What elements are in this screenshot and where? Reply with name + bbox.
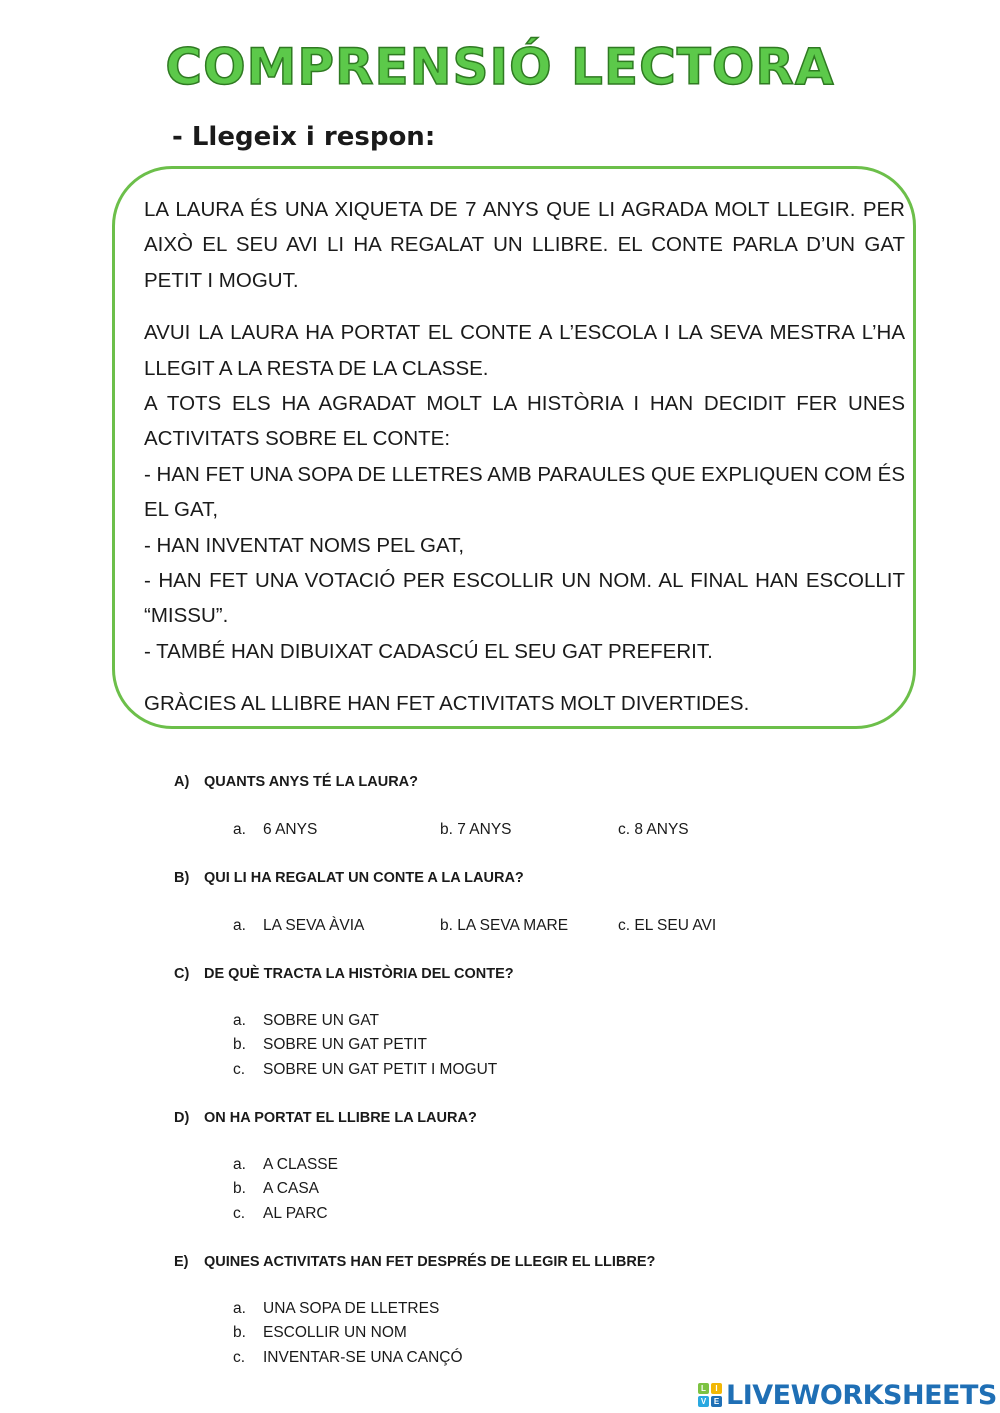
- story-activity-4: - TAMBÉ HAN DIBUIXAT CADASCÚ EL SEU GAT PREFERIT.: [144, 639, 713, 663]
- question-letter: D): [174, 1110, 190, 1126]
- option-e-a[interactable]: a. UNA SOPA DE LLETRES: [233, 1300, 440, 1317]
- story-activity-1: - HAN FET UNA SOPA DE LLETRES AMB PARAULES QUE EXPLIQUEN COM ÉS EL GAT,: [144, 462, 905, 522]
- story-conclusion: GRÀCIES AL LLIBRE HAN FET ACTIVITATS MOLT DIVERTIDES.: [144, 692, 750, 716]
- option-d-a[interactable]: a. A CLASSE: [233, 1156, 338, 1173]
- question-text: QUANTS ANYS TÉ LA LAURA?: [204, 774, 419, 790]
- option-d-c[interactable]: c. AL PARC: [233, 1205, 328, 1222]
- question-letter: A): [174, 774, 190, 790]
- logo-text: LIVEWORKSHEETS: [726, 1379, 997, 1411]
- question-text: QUINES ACTIVITATS HAN FET DESPRÉS DE LLEGIR EL LLIBRE?: [204, 1254, 656, 1270]
- story-text: [144, 192, 905, 722]
- option-c-c[interactable]: c. SOBRE UN GAT PETIT I MOGUT: [233, 1061, 498, 1078]
- question-c: [174, 966, 514, 982]
- question-letter: C): [174, 966, 190, 982]
- option-a-b[interactable]: b. 7 ANYS: [440, 821, 512, 838]
- option-e-b[interactable]: b. ESCOLLIR UN NOM: [233, 1324, 407, 1341]
- story-activity-3: - HAN FET UNA VOTACIÓ PER ESCOLLIR UN NOM. AL FINAL HAN ESCOLLIT “MISSU”.: [144, 569, 905, 628]
- option-c-a[interactable]: a. SOBRE UN GAT: [233, 1012, 379, 1029]
- option-d-b[interactable]: b. A CASA: [233, 1180, 319, 1197]
- question-e: [174, 1254, 655, 1270]
- option-b-b[interactable]: b. LA SEVA MARE: [440, 917, 569, 934]
- option-a-c[interactable]: c. 8 ANYS: [618, 821, 689, 838]
- question-d: [174, 1110, 477, 1126]
- story-activity-2: - HAN INVENTAT NOMS PEL GAT,: [144, 533, 465, 557]
- option-e-c[interactable]: c. INVENTAR-SE UNA CANÇÓ: [233, 1349, 463, 1366]
- story-paragraph-2: AVUI LA LAURA HA PORTAT EL CONTE A L’ESCOLA I LA SEVA MESTRA L’HA LLEGIT A LA RESTA DE LA CLASSE.: [144, 321, 905, 380]
- question-text: QUI LI HA REGALAT UN CONTE A LA LAURA?: [204, 870, 524, 886]
- option-c-b[interactable]: b. SOBRE UN GAT PETIT: [233, 1036, 427, 1053]
- question-letter: B): [174, 870, 190, 886]
- story-paragraph-1: LA LAURA ÉS UNA XIQUETA DE 7 ANYS QUE LI AGRADA MOLT LLEGIR. PER AIXÒ EL SEU AVI LI HA REGALAT UN LLIBRE. EL CONTE PARLA D’UN GAT PETIT I MOGUT.: [144, 198, 905, 292]
- liveworksheets-logo: [698, 1378, 997, 1412]
- question-a: [174, 774, 418, 790]
- question-letter: E): [174, 1254, 189, 1270]
- logo-tiles-icon: L I V E: [698, 1383, 722, 1407]
- question-b: [174, 870, 524, 886]
- question-text: DE QUÈ TRACTA LA HISTÒRIA DEL CONTE?: [204, 966, 514, 982]
- page-title: COMPRENSIÓ LECTORA: [165, 38, 835, 96]
- option-a-a[interactable]: a. 6 ANYS: [233, 821, 318, 838]
- question-text: ON HA PORTAT EL LLIBRE LA LAURA?: [204, 1110, 477, 1126]
- instructions: - Llegeix i respon:: [172, 122, 436, 152]
- story-paragraph-3: A TOTS ELS HA AGRADAT MOLT LA HISTÒRIA I HAN DECIDIT FER UNES ACTIVITATS SOBRE EL CONTE:: [144, 392, 905, 451]
- option-b-a[interactable]: a. LA SEVA ÀVIA: [233, 917, 365, 934]
- option-b-c[interactable]: c. EL SEU AVI: [618, 917, 717, 934]
